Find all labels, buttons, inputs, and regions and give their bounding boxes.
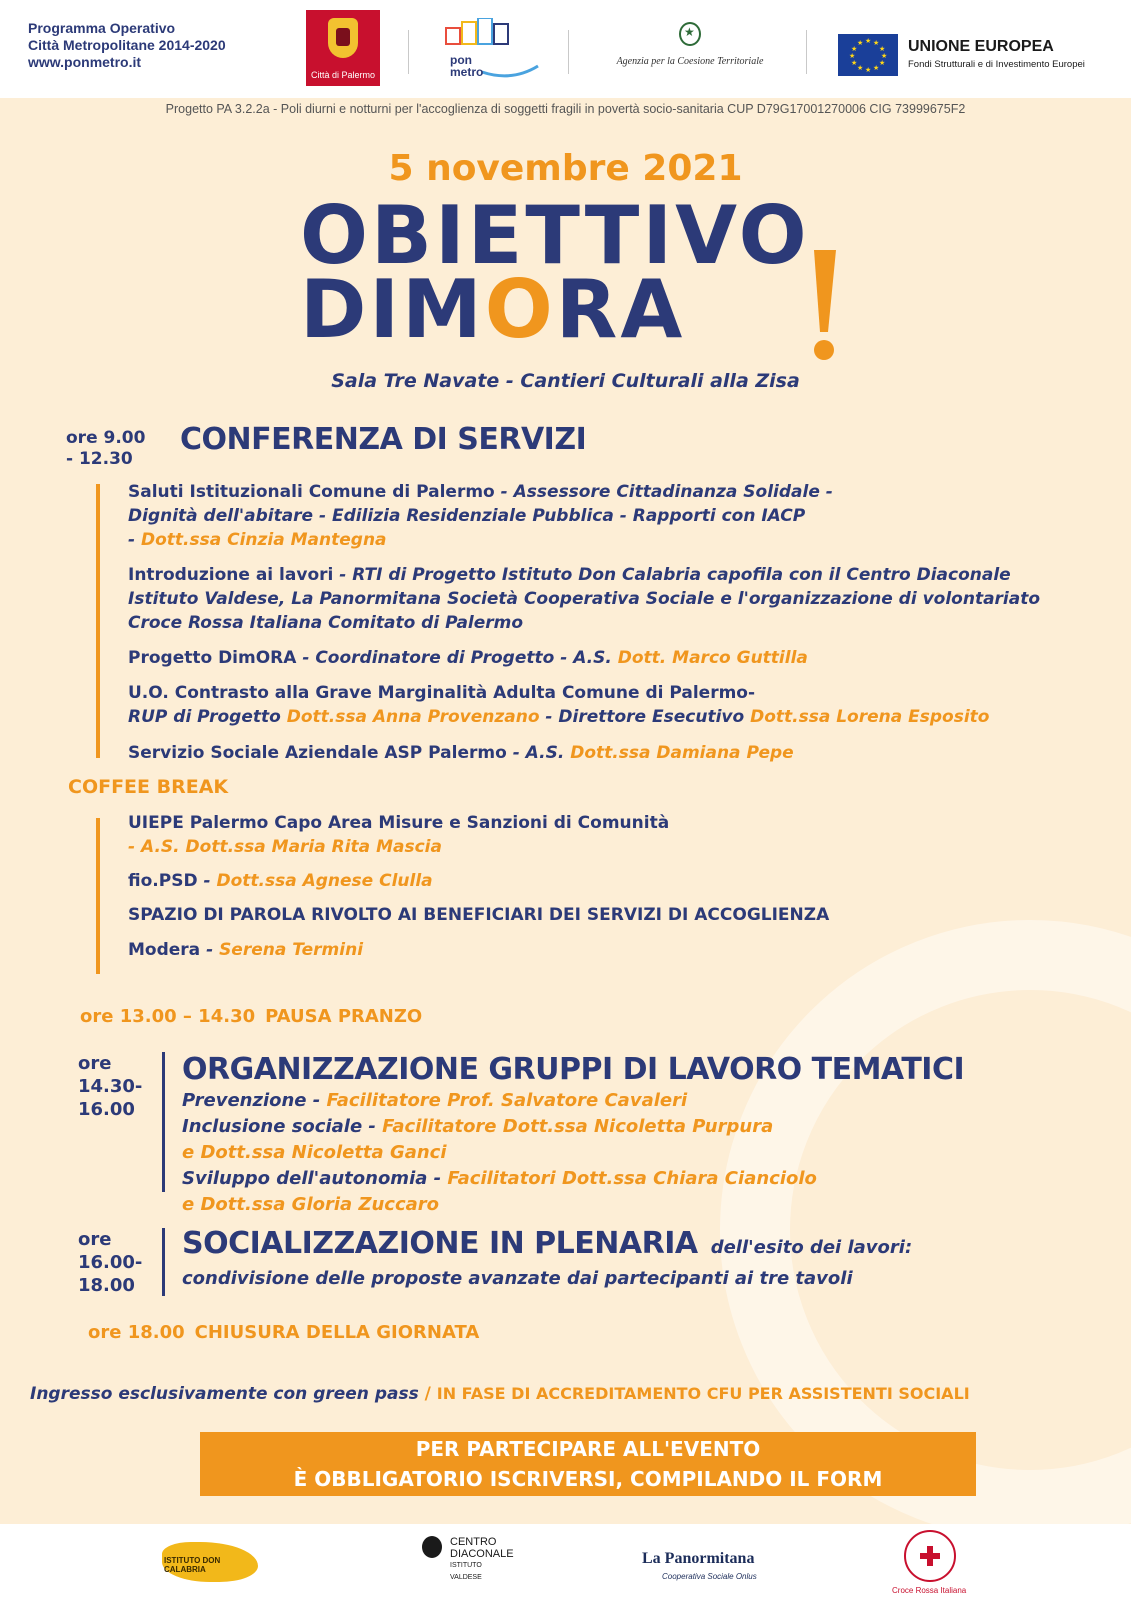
programme-item [128, 938, 1088, 962]
citta-di-palermo-logo [306, 10, 380, 86]
progetto-reference-line: Progetto PA 3.2.2a - Poli diurni e notturni per l'accoglienza di soggetti fragili in povertà socio-sanitaria CUP D79G17001270006 CIG 73999675F2 [165, 102, 966, 116]
centro-diaconale-logo [394, 1530, 514, 1594]
text-line [182, 1140, 1082, 1166]
item-detail: - RTI di Progetto Istituto Don Calabria capofila con il Centro Diaconale [333, 565, 1011, 585]
diaconale-text: ISTITUTO VALDESE [450, 1562, 482, 1581]
red-cross-icon [920, 1546, 940, 1566]
event-venue: Sala Tre Navate - Cantieri Culturali alla Zisa [331, 370, 800, 392]
item-detail: - Coordinatore di Progetto - A.S. [296, 648, 618, 668]
programme-item [128, 741, 1088, 765]
title-part: DIM [300, 263, 485, 356]
conferenza-time [66, 428, 145, 470]
lunch-label: PAUSA PRANZO [265, 1006, 423, 1027]
time-line: 18.00 [78, 1275, 135, 1296]
speaker-name: Dott.ssa Damiana Pepe [570, 743, 794, 763]
coffee-break-label: COFFEE BREAK [68, 776, 229, 798]
text-line [128, 811, 1088, 835]
item-detail: - A.S. [506, 743, 571, 763]
text-line [128, 938, 1088, 962]
text-line [128, 563, 1088, 587]
speaker-name: Dott.ssa Lorena Esposito [750, 707, 990, 727]
time-line: - 12.30 [66, 449, 133, 469]
section-title-conferenza: CONFERENZA DI SERVIZI [180, 422, 587, 457]
text-line [128, 480, 1088, 504]
item-heading: fio.PSD [128, 871, 198, 891]
speaker-name: Facilitatori Dott.ssa Chiara Cianciolo [447, 1168, 817, 1189]
programme-item [128, 480, 1088, 552]
orange-vertical-bar [96, 484, 100, 758]
agenzia-coesione-logo [600, 22, 780, 78]
item-detail: - [200, 940, 220, 960]
diaconale-text: CENTRO [450, 1536, 497, 1548]
accreditation-note: IN FASE DI ACCREDITAMENTO CFU PER ASSISTENTI SOCIALI [436, 1384, 970, 1403]
speaker-name: e Dott.ssa Gloria Zuccaro [182, 1194, 440, 1215]
plenaria-description: condivisione delle proposte avanzate dai partecipanti ai tre tavoli [182, 1268, 853, 1289]
eu-subtitle: Fondi Strutturali e di Investimento Europei [908, 59, 1085, 70]
plenaria-heading [182, 1226, 1102, 1261]
text-line [128, 741, 1088, 765]
eu-title: UNIONE EUROPEA [908, 38, 1054, 55]
title-o-letter: O [484, 263, 556, 356]
eu-flag-icon: ★ ★ ★ ★ ★ ★ ★ ★ ★ ★ ★ ★ [838, 34, 898, 76]
group-topic: Prevenzione - [182, 1090, 327, 1111]
gruppi-time [78, 1052, 142, 1121]
text-line [128, 646, 1088, 670]
diaconale-dot-icon [422, 1536, 442, 1558]
separator: / [418, 1384, 437, 1404]
speaker-name: Facilitatore Prof. Salvatore Cavaleri [326, 1090, 688, 1111]
title-part: RA [555, 263, 686, 356]
time-line: ore 9.00 [66, 428, 146, 448]
item-heading: Modera [128, 940, 201, 960]
item-heading: Introduzione ai lavori [128, 565, 334, 585]
item-detail: Istituto Valdese, La Panormitana Società Cooperativa Sociale e l'organizzazione di volontariato [128, 589, 1041, 609]
group-topic: Inclusione sociale - [182, 1116, 383, 1137]
event-title-line1: OBIETTIVO [300, 189, 810, 282]
section-title-gruppi: ORGANIZZAZIONE GRUPPI DI LAVORO TEMATICI [182, 1052, 965, 1087]
header-divider [568, 30, 569, 74]
ponmetro-url: www.ponmetro.it [28, 54, 142, 70]
programme-item [128, 681, 1088, 729]
text-line [182, 1192, 1082, 1218]
plenaria-time [78, 1228, 142, 1297]
la-panormitana-logo [642, 1530, 782, 1594]
text-line [128, 681, 1088, 705]
time-line: 14.30- [78, 1076, 143, 1097]
closing-label: CHIUSURA DELLA GIORNATA [194, 1322, 480, 1343]
item-detail: - [197, 871, 217, 891]
programme-item [128, 869, 1088, 893]
programme-item [128, 811, 1088, 859]
programme-item [128, 563, 1088, 635]
header-divider [806, 30, 807, 74]
text-line [128, 903, 1088, 927]
speaker-name: Dott.ssa Anna Provenzano [286, 707, 540, 727]
time-line: 16.00- [78, 1252, 143, 1273]
text-line [128, 869, 1088, 893]
croce-rossa-logo [892, 1530, 967, 1595]
item-heading: SPAZIO DI PAROLA RIVOLTO AI BENEFICIARI DEI SERVIZI DI ACCOGLIENZA [128, 905, 830, 925]
entry-requirements-line [30, 1384, 1120, 1404]
item-heading: Saluti Istituzionali Comune di Palermo [128, 482, 495, 502]
speaker-name: Dott.ssa Cinzia Mantegna [140, 530, 387, 550]
time-line: 16.00 [78, 1099, 135, 1120]
programma-line: Programma Operativo [28, 20, 176, 36]
registration-banner [200, 1432, 976, 1496]
header-divider [408, 30, 409, 74]
palermo-crest-icon [328, 18, 358, 58]
programma-operativo-text [28, 20, 226, 71]
text-line [128, 587, 1088, 611]
plenaria-suffix: dell'esito dei lavori: [710, 1237, 913, 1258]
ponmetro-text: pon [450, 53, 472, 67]
text-line [182, 1088, 1082, 1114]
section-title-plenaria: SOCIALIZZAZIONE IN PLENARIA [182, 1226, 698, 1261]
unione-europea-logo [838, 34, 1108, 78]
speaker-name: e Dott.ssa Nicoletta Ganci [182, 1142, 447, 1163]
lunch-break-line [80, 1006, 422, 1027]
panormitana-text: La Panormitana [642, 1550, 755, 1567]
item-detail: Croce Rossa Italiana Comitato di Palermo [128, 613, 524, 633]
diaconale-text: DIACONALE [450, 1548, 514, 1560]
group-topic: Sviluppo dell'autonomia - [182, 1168, 448, 1189]
cta-line: È OBBLIGATORIO ISCRIVERSI, COMPILANDO IL FORM [293, 1467, 883, 1491]
palermo-logo-caption: Città di Palermo [310, 70, 376, 80]
text-line [128, 504, 1088, 528]
ponmetro-logo [442, 18, 542, 80]
item-detail: - [128, 530, 141, 550]
istituto-don-calabria-logo [162, 1530, 262, 1594]
navy-vertical-bar [162, 1228, 165, 1296]
panormitana-subtext: Cooperativa Sociale Onlus [662, 1572, 757, 1581]
text-line [128, 835, 1088, 859]
agenzia-logo-text: Agenzia per la Coesione Territoriale [616, 56, 764, 67]
speaker-name: Serena Termini [219, 940, 364, 960]
item-heading: Progetto DimORA [128, 648, 297, 668]
time-line: ore [78, 1229, 112, 1250]
don-calabria-text: ISTITUTO DON CALABRIA [164, 1556, 221, 1574]
gruppi-list [182, 1088, 1082, 1218]
text-line [128, 705, 1088, 729]
item-detail: - Direttore Esecutivo [539, 707, 751, 727]
item-detail: - Assessore Cittadinanza Solidale - [494, 482, 833, 502]
navy-vertical-bar [162, 1052, 165, 1192]
footer-logos [0, 1524, 1131, 1600]
programma-line: Città Metropolitane 2014-2020 [28, 37, 226, 53]
speaker-name: - A.S. Dott.ssa Maria Rita Mascia [128, 837, 442, 857]
lunch-time: ore 13.00 – 14.30 [80, 1006, 256, 1027]
programme-item [128, 903, 1088, 927]
header-bar [0, 0, 1131, 98]
event-title-line2 [300, 263, 820, 356]
text-line [182, 1166, 1082, 1192]
text-line [128, 528, 1088, 552]
item-detail: RUP di Progetto [128, 707, 287, 727]
croce-rossa-text: Croce Rossa Italiana [892, 1586, 967, 1595]
speaker-name: Facilitatore Dott.ssa Nicoletta Purpura [382, 1116, 774, 1137]
speaker-name: Dott.ssa Agnese Clulla [216, 871, 433, 891]
programme-item [128, 646, 1088, 670]
speaker-name: Dott. Marco Guttilla [617, 648, 808, 668]
ponmetro-text: metro [450, 65, 484, 79]
green-pass-note: Ingresso esclusivamente con green pass [30, 1384, 419, 1404]
event-date: 5 novembre 2021 [388, 148, 743, 189]
exclamation-mark-icon [808, 250, 840, 362]
text-line [182, 1114, 1082, 1140]
item-heading: Servizio Sociale Aziendale ASP Palermo [128, 743, 507, 763]
item-heading: U.O. Contrasto alla Grave Marginalità Adulta Comune di Palermo- [128, 683, 756, 703]
item-heading: UIEPE Palermo Capo Area Misure e Sanzioni di Comunità [128, 813, 670, 833]
italian-republic-emblem-icon [679, 22, 701, 46]
item-detail: Dignità dell'abitare - Edilizia Residenziale Pubblica - Rapporti con IACP [128, 506, 806, 526]
cta-line: PER PARTECIPARE ALL'EVENTO [415, 1437, 761, 1461]
closing-line [88, 1322, 479, 1343]
time-line: ore [78, 1053, 112, 1074]
text-line [128, 611, 1088, 635]
orange-vertical-bar [96, 818, 100, 974]
closing-time: ore 18.00 [88, 1322, 185, 1343]
